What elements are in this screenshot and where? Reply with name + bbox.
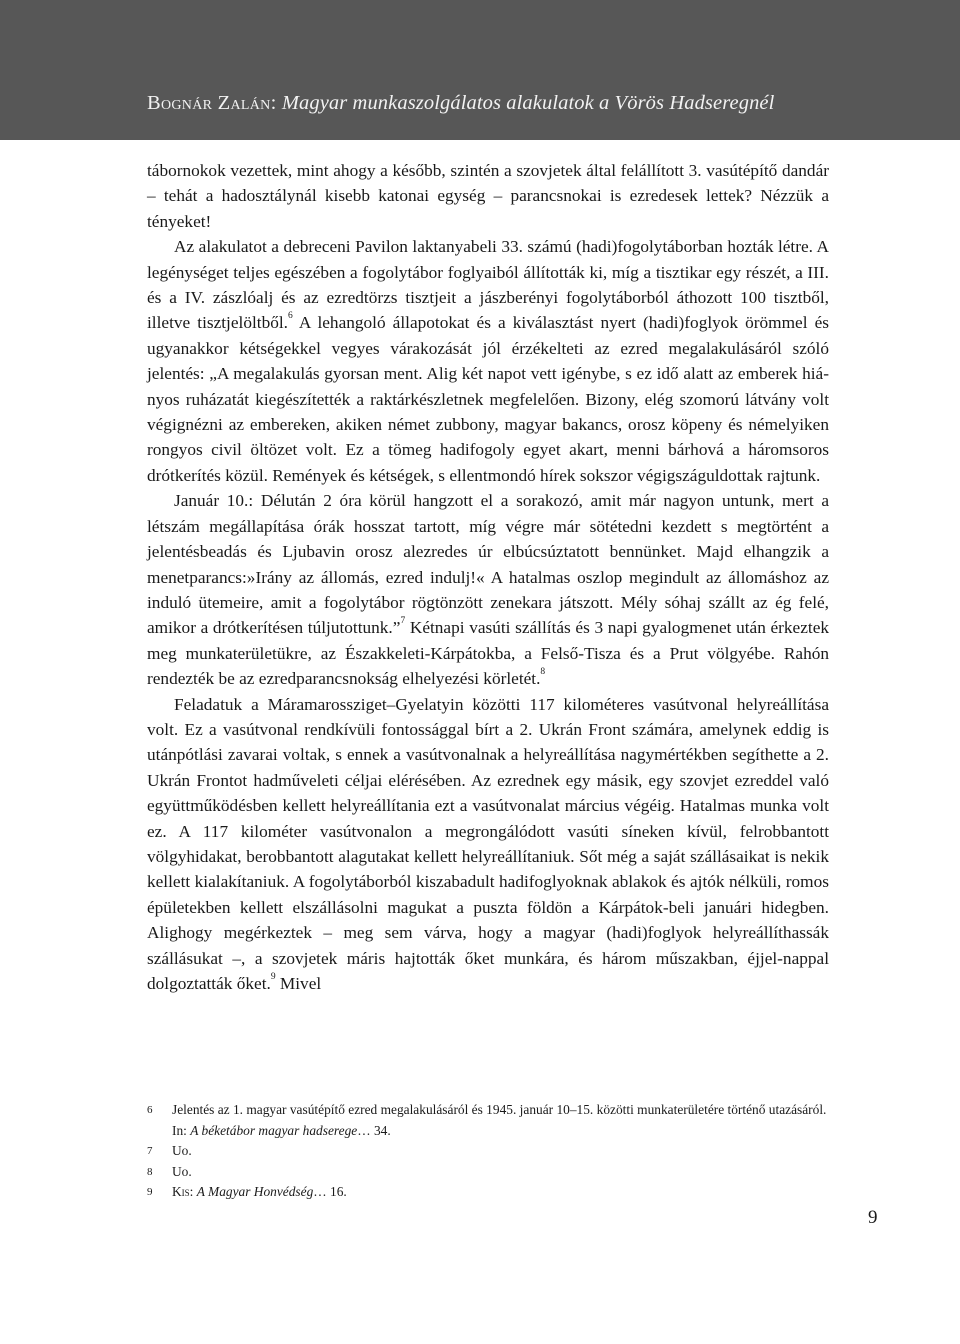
text-run: Jelentés az 1. magyar vasútépítő ezred megalakulásáról és 1945. január 10–15. közötti munkaterületére történő utazásáról. In: <box>172 1102 827 1138</box>
header-text <box>147 92 774 115</box>
body-text <box>147 158 829 996</box>
footnote <box>147 1100 829 1141</box>
text-run: tábornokok vezettek, mint ahogy a később, szintén a szovjetek által felállított 3. vasútépítő dandár – tehát a hadosztálynál kisebb katonai egység – parancsnokai is ezredesek lettek? Nézzük a tényeket! <box>147 161 829 231</box>
paragraph <box>147 692 829 997</box>
paragraph <box>147 234 829 488</box>
footnote <box>147 1141 829 1162</box>
header-author: Bognár Zalán: <box>147 92 277 114</box>
paragraph <box>147 158 829 234</box>
footnote-reference[interactable]: 9 <box>270 972 276 982</box>
running-header <box>0 0 960 140</box>
text-run: Az alakulatot a debreceni Pavilon laktanyabeli 33. számú (hadi)fogolytáborban hozták létre. A legénységet teljes egészében a fogolytábor foglyaiból állították ki, míg a tisztikar egy részét, a III. és a IV. zászlóalj és az ezredtörzs tisztjeit a jászberényi fogolytáborból áthozott 100 tisztből, illetve tisztjelöltből. <box>147 237 829 333</box>
text-run: Uo. <box>172 1143 192 1158</box>
text-run: Kétnapi vasúti szállítás és 3 napi gyalogmenet után érkeztek meg munkaterületükre, az Északkeleti-Kárpátokba, a Felső-Tisza és a Prut völgyébe. Rahón rendezték be az ezredparancsnokság elhelyezési körletét. <box>147 618 830 689</box>
footnote-number: 9 <box>147 1186 153 1198</box>
text-run: A lehangoló állapotokat és a kiválasztást nyert (hadi)foglyok örömmel és ugyanakkor kétségekkel vegyes várakozását jól érzékelteti az ezred megalakulásáról szóló jelentés: „A megalakulás gyorsan ment. Alig két napot vett igénybe, s ez idő alatt az emberek hiányos ruházatát kiegészítették a raktárkészletnek megfelelően. Bizony, elég szomorú látvány volt végignézni az embereken, akiken német zubbony, magyar bakancs, orosz köpeny és némelyiken rongyos civil öltözet volt. Ez a tömeg hadifogoly egyet akart, menni bárhová a háromsoros drótkerítés közül. Remények és kétségek, s ellentmondó hírek sokszor végigszáguldottak rajtunk. <box>147 313 829 485</box>
italic-text: A béketábor magyar hadserege <box>190 1122 358 1138</box>
text-run: Mivel <box>275 974 322 993</box>
text-run: Uo. <box>172 1163 192 1179</box>
page-number: 9 <box>868 1207 878 1228</box>
footnote <box>147 1182 829 1203</box>
author-name: Kis: <box>172 1184 194 1199</box>
footnote-reference[interactable]: 8 <box>540 667 546 678</box>
footnote-number: 7 <box>147 1145 153 1157</box>
text-run: … 16. <box>313 1184 347 1199</box>
footnote <box>147 1162 829 1183</box>
text-run: Feladatuk a Máramarossziget–Gyelatyin közötti 117 kilométeres vasútvonal helyreállítása volt. Ez a vasútvonal rendkívüli fontossággal bírt a 2. Ukrán Front számára, amelynek eddig is utánpótlási zavarai voltak, s ennek a vasútvonalnak a helyreállítása nagymértékben segíthette a 2. Ukrán Frontot hadműveleti céljai elérésében. Az ezrednek egy másik, egy szovjet ezreddel való együttműködésben kellett helyreállítania ezt a vasútvonalat március végéig. Hatalmas munka volt ez. A 117 kilométer vasútvonalon a megrongálódott vasúti síneken kívül, felrobbantott völgyhidakat, berobbantott alagutakat kellett helyreállítaniuk. Sőt még a saját szállásaikat is nekik kellett kialakítaniuk. A fogolytáborból kiszabadult hadifoglyoknak ablakok és ajtók nélküli, romos épületekben kellett elszállásolni magukat a puszta földön a Kárpátok-beli januári hidegben. Alighogy megérkeztek – meg sem várva, hogy a magyar (hadi)foglyok helyreállíthassák szállásukat –, a szovjetek máris hajtották őket munkára, és három műszakban, éjjel-nappal dolgoztatták őket. <box>147 694 829 993</box>
footnote-reference[interactable]: 6 <box>287 311 293 322</box>
footnote-number: 8 <box>147 1165 153 1178</box>
footnotes <box>147 1100 829 1203</box>
footnote-reference[interactable]: 7 <box>400 616 406 627</box>
italic-text: A Magyar Honvédség <box>196 1184 314 1199</box>
footnote-number: 6 <box>147 1104 153 1116</box>
header-title: Magyar munkaszolgálatos alakulatok a Vörös Hadseregnél <box>281 92 775 114</box>
paragraph <box>147 488 829 691</box>
text-run: Január 10.: Délután 2 óra körül hangzott el a sorakozó, amit már nagyon untunk, mert a létszám megállapítása órák hosszat tartott, míg végre már sötétedni kezdett s megtörtént a jelentésbeadás és Ljubavin orosz alezredes úr elbúcsúztatott bennünket. Majd elhangzik a menetparancs:»Irány az állomás, ezred indulj!« A hatalmas oszlop megindult az állomáshoz az induló ütemeire, amit a fogolytábor rögtönzött zenekara játszott. Mély sóhaj szállt az ég felé, amikor a drótkerítésen túljutottunk.” <box>147 491 829 638</box>
text-run: … 34. <box>357 1122 391 1138</box>
